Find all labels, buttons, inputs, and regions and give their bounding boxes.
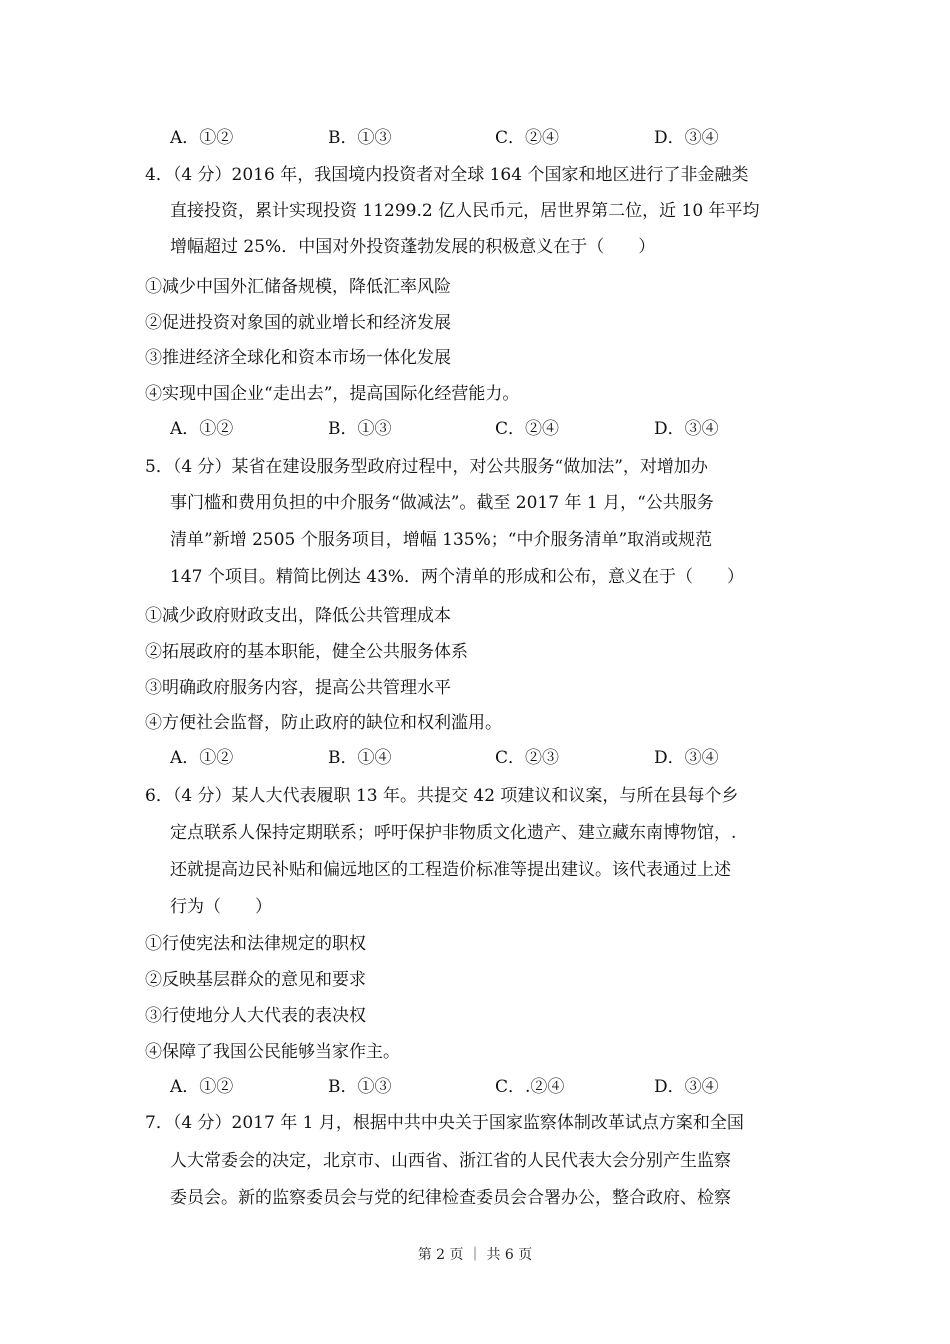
q5-choices	[0, 746, 950, 770]
q5-stem-line-4: 147 个项目。精简比例达 43%．两个清单的形成和公布，意义在于（ ）	[170, 567, 745, 587]
q7-stem-line-2: 人大常委会的决定，北京市、山西省、浙江省的人民代表大会分别产生监察	[170, 1151, 731, 1171]
choice-a: A．①②	[170, 128, 234, 148]
choice-a: A．①②	[170, 748, 234, 768]
q5-stem-line-2: 事门槛和费用负担的中介服务“做减法”。截至 2017 年 1 月，“公共服务	[170, 493, 714, 513]
page-footer: 第 2 页 ｜ 共 6 页	[417, 1247, 533, 1263]
q7-stem-line-1: 7．（4 分）2017 年 1 月，根据中共中央关于国家监察体制改革试点方案和全国	[145, 1113, 744, 1133]
q5-option-1: ①减少政府财政支出，降低公共管理成本	[145, 606, 451, 626]
choice-c: C．②③	[495, 748, 560, 768]
q6-stem-line-3: 还就提高边民补贴和偏远地区的工程造价标准等提出建议。该代表通过上述	[170, 860, 731, 880]
q6-stem-line-1: 6．（4 分）某人大代表履职 13 年。共提交 42 项建议和议案，与所在县每个乡	[145, 786, 739, 806]
q4-option-4: ④实现中国企业“走出去”，提高国际化经营能力。	[145, 384, 520, 404]
choice-b: B．①③	[328, 1077, 392, 1097]
choice-b: B．①④	[328, 748, 392, 768]
q6-stem-line-2: 定点联系人保持定期联系；呼吁保护非物质文化遗产、建立藏东南博物馆，.	[170, 823, 737, 843]
q4-option-3: ③推进经济全球化和资本市场一体化发展	[145, 348, 451, 368]
q4-choices	[0, 417, 950, 441]
q6-option-4: ④保障了我国公民能够当家作主。	[145, 1042, 400, 1062]
q5-option-3: ③明确政府服务内容，提高公共管理水平	[145, 678, 451, 698]
q6-choices	[0, 1075, 950, 1099]
q4-stem-line-2: 直接投资，累计实现投资 11299.2 亿人民币元，居世界第二位，近 10 年平均	[170, 201, 760, 221]
choice-c: C．.②④	[495, 1077, 565, 1097]
choice-c: C．②④	[495, 419, 560, 439]
q7-stem-line-3: 委员会。新的监察委员会与党的纪律检查委员会合署办公，整合政府、检察	[170, 1188, 731, 1208]
choice-d: D．③④	[654, 748, 719, 768]
q6-stem-line-4: 行为（ ）	[170, 897, 272, 917]
choice-c: C．②④	[495, 128, 560, 148]
q5-stem-line-3: 清单”新增 2505 个服务项目，增幅 135%；“中介服务清单”取消或规范	[170, 530, 713, 550]
choice-b: B．①③	[328, 419, 392, 439]
q3-choices	[0, 126, 950, 150]
q6-option-2: ②反映基层群众的意见和要求	[145, 970, 366, 990]
choice-d: D．③④	[654, 128, 719, 148]
q4-option-2: ②促进投资对象国的就业增长和经济发展	[145, 313, 451, 333]
q4-stem-line-1: 4．（4 分）2016 年，我国境内投资者对全球 164 个国家和地区进行了非金融类	[145, 165, 749, 185]
choice-d: D．③④	[654, 419, 719, 439]
q5-option-2: ②拓展政府的基本职能，健全公共服务体系	[145, 642, 468, 662]
q5-option-4: ④方便社会监督，防止政府的缺位和权利滥用。	[145, 713, 502, 733]
choice-b: B．①③	[328, 128, 392, 148]
choice-a: A．①②	[170, 1077, 234, 1097]
q6-option-1: ①行使宪法和法律规定的职权	[145, 934, 366, 954]
q5-stem-line-1: 5．（4 分）某省在建设服务型政府过程中，对公共服务“做加法”，对增加办	[145, 457, 708, 477]
choice-a: A．①②	[170, 419, 234, 439]
q6-option-3: ③行使地分人大代表的表决权	[145, 1006, 366, 1026]
q4-stem-line-3: 增幅超过 25%．中国对外投资蓬勃发展的积极意义在于（ ）	[170, 237, 656, 257]
q4-option-1: ①减少中国外汇储备规模，降低汇率风险	[145, 277, 451, 297]
choice-d: D．③④	[654, 1077, 719, 1097]
